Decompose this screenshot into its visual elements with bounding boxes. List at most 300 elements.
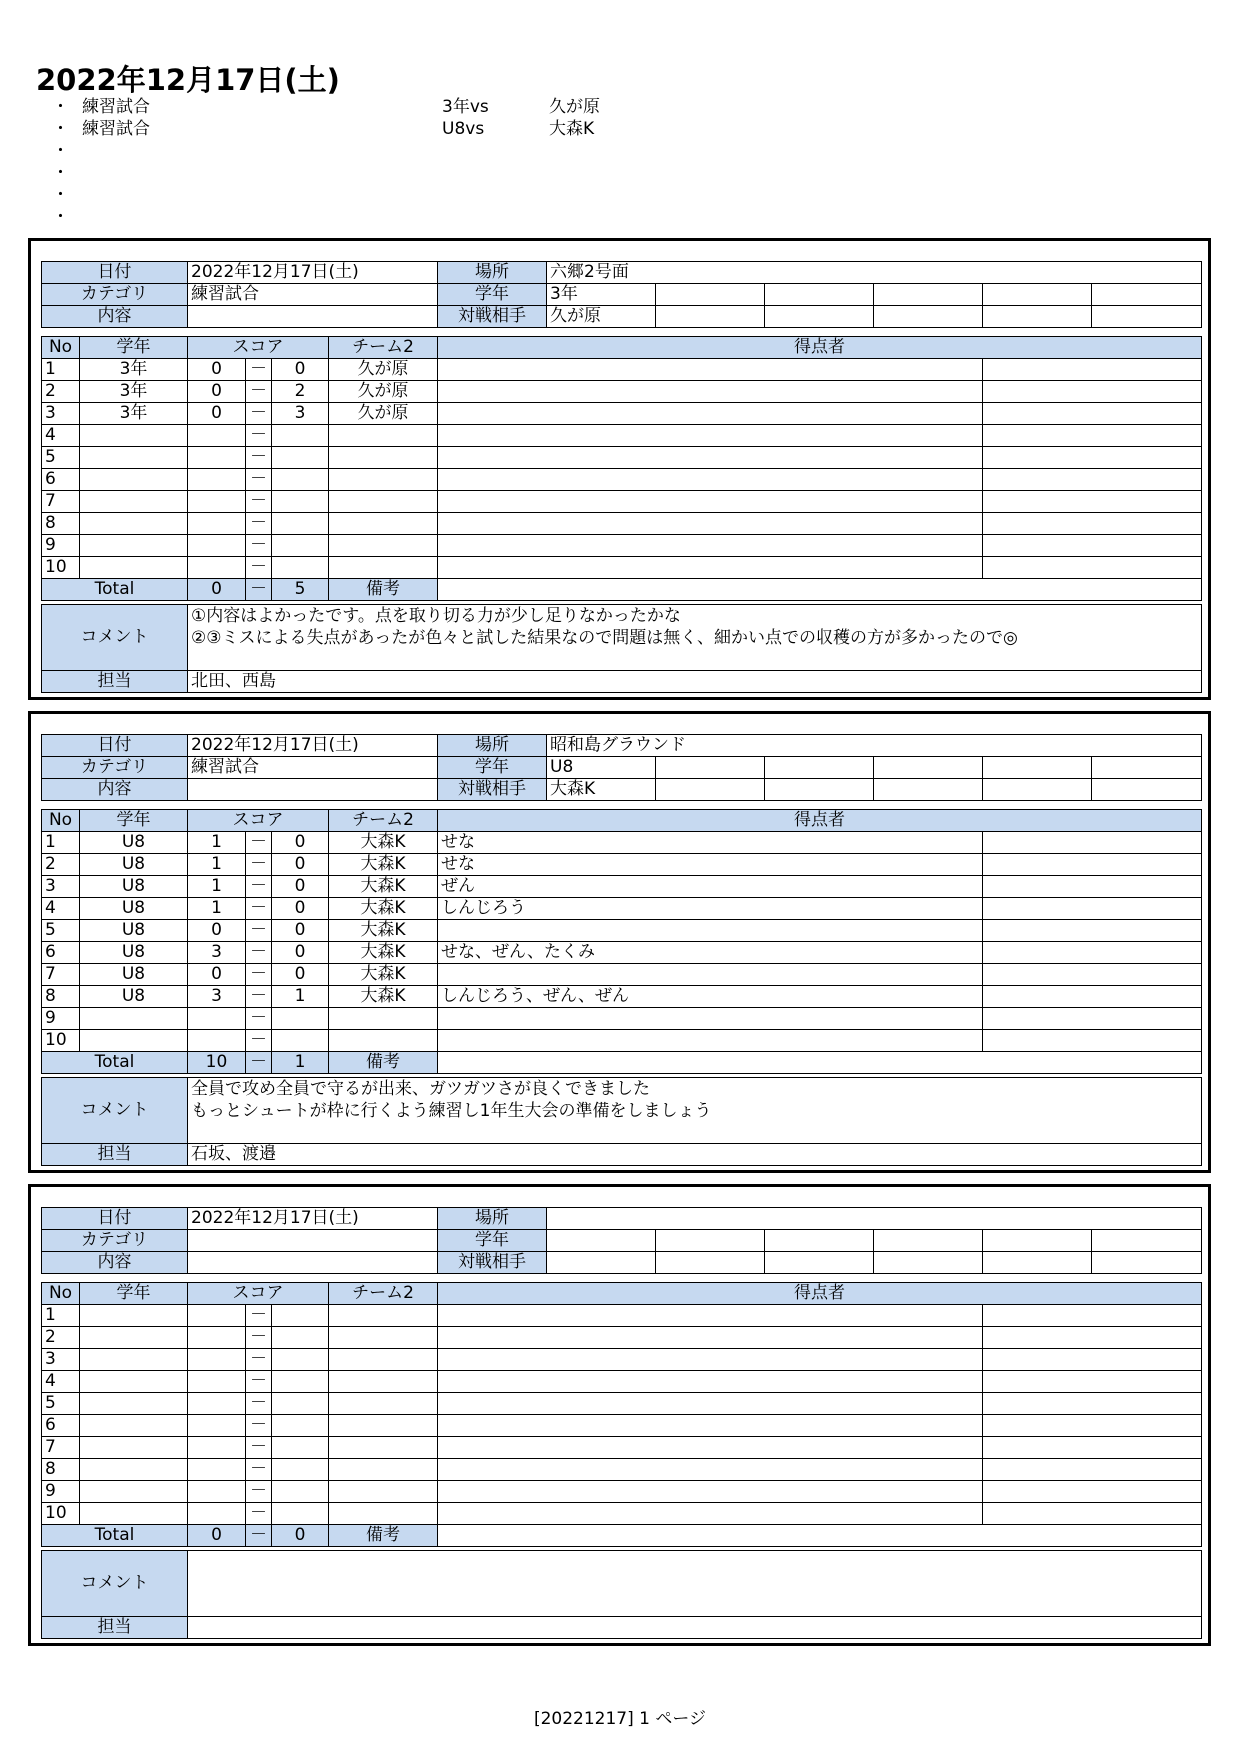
header-cell: 日付	[42, 262, 188, 284]
row-team2	[329, 1349, 438, 1371]
header-cell: 学年	[80, 337, 188, 359]
row-no: 4	[42, 898, 80, 920]
row-scorers	[438, 513, 983, 535]
row-team2	[329, 469, 438, 491]
score-dash: －	[246, 832, 272, 854]
header-cell: No	[42, 810, 80, 832]
table-row	[42, 1008, 1202, 1030]
row-grade: U8	[80, 942, 188, 964]
header-cell: 内容	[42, 306, 188, 328]
row-score-away: 0	[272, 854, 329, 876]
row-score-away	[272, 425, 329, 447]
row-team2	[329, 1008, 438, 1030]
row-team2: 大森K	[329, 876, 438, 898]
score-dash: －	[246, 359, 272, 381]
comment-table	[41, 1550, 1202, 1639]
row-grade	[80, 1459, 188, 1481]
score-dash: －	[246, 1052, 272, 1074]
row-score-away	[272, 491, 329, 513]
row-score-home	[188, 557, 246, 579]
row-score-home: 0	[188, 381, 246, 403]
row-team2: 大森K	[329, 832, 438, 854]
row-grade: 3年	[80, 359, 188, 381]
row-scorers: せな、ぜん、たくみ	[438, 942, 983, 964]
row-score-away	[272, 1503, 329, 1525]
row-team2	[329, 1393, 438, 1415]
total-row	[42, 579, 1202, 601]
staff-label: 担当	[42, 1144, 188, 1166]
row-scorers	[438, 1305, 983, 1327]
row-score-away	[272, 1030, 329, 1052]
row-score-away	[272, 535, 329, 557]
row-score-away: 0	[272, 920, 329, 942]
row-scorers	[438, 1327, 983, 1349]
total-home: 10	[188, 1052, 246, 1074]
row-score-home: 3	[188, 942, 246, 964]
row-grade	[80, 1371, 188, 1393]
row-score-away	[272, 1371, 329, 1393]
header-cell: 内容	[42, 1252, 188, 1274]
row-score-away	[272, 1008, 329, 1030]
score-dash: －	[246, 1008, 272, 1030]
score-dash: －	[246, 898, 272, 920]
category-value	[188, 1230, 438, 1252]
comment-line: ②③ミスによる失点があったが色々と試した結果なので問題は無く、細かい点での収穫の方が多かったので◎	[191, 628, 1018, 648]
summary-vs: U8vs	[442, 119, 485, 139]
row-scorers	[438, 491, 983, 513]
row-scorers	[438, 359, 983, 381]
table-row	[42, 876, 1202, 898]
row-grade	[80, 491, 188, 513]
row-no: 10	[42, 1503, 80, 1525]
row-score-away	[272, 1459, 329, 1481]
score-dash: －	[246, 1349, 272, 1371]
header-cell: 学年	[438, 757, 547, 779]
row-no: 7	[42, 491, 80, 513]
row-score-away: 2	[272, 381, 329, 403]
row-score-home	[188, 1481, 246, 1503]
score-dash: －	[246, 1371, 272, 1393]
comment-line: 全員で攻め全員で守るが出来、ガツガツさが良くできました	[191, 1079, 650, 1099]
row-scorers	[438, 1481, 983, 1503]
date-value: 2022年12月17日(土)	[188, 262, 438, 284]
row-scorers	[438, 1371, 983, 1393]
row-no: 2	[42, 854, 80, 876]
row-score-away: 0	[272, 898, 329, 920]
row-score-home	[188, 1393, 246, 1415]
row-score-home: 1	[188, 898, 246, 920]
row-score-home	[188, 513, 246, 535]
scorers-header: 得点者	[438, 337, 1202, 359]
summary-opponent: 久が原	[549, 97, 600, 117]
comment-label: コメント	[42, 1078, 188, 1144]
row-score-away	[272, 447, 329, 469]
score-dash: －	[246, 1327, 272, 1349]
table-row	[42, 513, 1202, 535]
row-scorers	[438, 403, 983, 425]
row-score-home	[188, 1503, 246, 1525]
row-team2	[329, 447, 438, 469]
score-dash: －	[246, 491, 272, 513]
score-dash: －	[246, 920, 272, 942]
row-team2: 久が原	[329, 381, 438, 403]
table-row	[42, 832, 1202, 854]
score-dash: －	[246, 513, 272, 535]
place-value: 昭和島グラウンド	[547, 735, 1202, 757]
row-score-away: 1	[272, 986, 329, 1008]
category-value: 練習試合	[188, 757, 438, 779]
table-row	[42, 381, 1202, 403]
row-score-home	[188, 1327, 246, 1349]
row-team2	[329, 535, 438, 557]
header-cell: チーム2	[329, 1283, 438, 1305]
score-dash: －	[246, 557, 272, 579]
total-row	[42, 1525, 1202, 1547]
score-dash: －	[246, 986, 272, 1008]
comment-line: もっとシュートが枠に行くよう練習し1年生大会の準備をしましょう	[191, 1101, 712, 1121]
table-row	[42, 1415, 1202, 1437]
row-grade	[80, 1415, 188, 1437]
row-score-away	[272, 1415, 329, 1437]
score-dash: －	[246, 403, 272, 425]
row-team2	[329, 1327, 438, 1349]
content-value	[188, 306, 438, 328]
header-cell: 学年	[438, 284, 547, 306]
score-dash: －	[246, 1393, 272, 1415]
header-cell: 対戦相手	[438, 306, 547, 328]
row-scorers	[438, 1415, 983, 1437]
category-value: 練習試合	[188, 284, 438, 306]
page-footer: [20221217] 1 ページ	[533, 1709, 707, 1729]
row-no: 5	[42, 447, 80, 469]
score-dash: －	[246, 1459, 272, 1481]
summary-vs: 3年vs	[442, 97, 489, 117]
row-no: 5	[42, 920, 80, 942]
row-score-away	[272, 1481, 329, 1503]
row-grade: U8	[80, 920, 188, 942]
comment-table	[41, 604, 1202, 693]
table-row	[42, 535, 1202, 557]
table-row	[42, 469, 1202, 491]
row-no: 9	[42, 1481, 80, 1503]
table-row	[42, 557, 1202, 579]
score-table	[41, 336, 1202, 601]
table-row	[42, 1393, 1202, 1415]
row-scorers	[438, 1393, 983, 1415]
row-scorers	[438, 1030, 983, 1052]
row-scorers	[438, 1008, 983, 1030]
table-row	[42, 1437, 1202, 1459]
table-row	[42, 986, 1202, 1008]
row-score-home	[188, 1371, 246, 1393]
header-cell: 対戦相手	[438, 1252, 547, 1274]
total-label: Total	[42, 1525, 188, 1547]
row-team2: 大森K	[329, 898, 438, 920]
scorers-header: 得点者	[438, 810, 1202, 832]
row-grade	[80, 1030, 188, 1052]
score-dash: －	[246, 1415, 272, 1437]
row-no: 2	[42, 1327, 80, 1349]
row-score-away: 3	[272, 403, 329, 425]
score-table	[41, 1282, 1202, 1547]
header-cell: 場所	[438, 735, 547, 757]
table-row	[42, 447, 1202, 469]
row-scorers	[438, 447, 983, 469]
row-no: 5	[42, 1393, 80, 1415]
row-grade	[80, 447, 188, 469]
row-team2: 大森K	[329, 854, 438, 876]
row-scorers	[438, 535, 983, 557]
header-cell: 場所	[438, 262, 547, 284]
row-grade: U8	[80, 876, 188, 898]
grade-value: U8	[547, 757, 656, 779]
table-row	[42, 403, 1202, 425]
score-dash: －	[246, 469, 272, 491]
score-dash: －	[246, 1525, 272, 1547]
row-grade	[80, 1481, 188, 1503]
row-no: 1	[42, 1305, 80, 1327]
row-score-home	[188, 1415, 246, 1437]
row-scorers	[438, 469, 983, 491]
row-score-home	[188, 1008, 246, 1030]
row-no: 4	[42, 1371, 80, 1393]
total-label: Total	[42, 1052, 188, 1074]
header-cell: 内容	[42, 779, 188, 801]
comment-text	[188, 1551, 1202, 1617]
table-row	[42, 1327, 1202, 1349]
row-score-away	[272, 469, 329, 491]
header-cell: 対戦相手	[438, 779, 547, 801]
score-dash: －	[246, 1437, 272, 1459]
bullet: ・	[52, 141, 69, 161]
header-cell: No	[42, 337, 80, 359]
row-team2: 久が原	[329, 359, 438, 381]
row-grade	[80, 469, 188, 491]
row-scorers: しんじろう、ぜん、ぜん	[438, 986, 983, 1008]
scorers-header: 得点者	[438, 1283, 1202, 1305]
row-scorers	[438, 1503, 983, 1525]
table-row	[42, 1459, 1202, 1481]
place-value	[547, 1208, 1202, 1230]
grade-value	[547, 1230, 656, 1252]
row-no: 3	[42, 876, 80, 898]
header-cell: カテゴリ	[42, 284, 188, 306]
row-scorers: ぜん	[438, 876, 983, 898]
row-score-home	[188, 1030, 246, 1052]
row-team2: 大森K	[329, 942, 438, 964]
header-cell: カテゴリ	[42, 1230, 188, 1252]
row-grade: U8	[80, 832, 188, 854]
row-no: 8	[42, 513, 80, 535]
row-score-away	[272, 1327, 329, 1349]
row-score-home: 3	[188, 986, 246, 1008]
content-value	[188, 1252, 438, 1274]
row-no: 10	[42, 557, 80, 579]
remarks-value	[438, 1052, 1202, 1074]
row-grade: U8	[80, 986, 188, 1008]
row-scorers: せな	[438, 854, 983, 876]
score-dash: －	[246, 942, 272, 964]
remarks-value	[438, 1525, 1202, 1547]
row-no: 10	[42, 1030, 80, 1052]
opponent-value: 大森K	[547, 779, 656, 801]
row-score-home: 0	[188, 359, 246, 381]
row-score-home: 0	[188, 403, 246, 425]
row-grade: 3年	[80, 381, 188, 403]
score-dash: －	[246, 425, 272, 447]
table-row	[42, 1030, 1202, 1052]
row-team2: 大森K	[329, 986, 438, 1008]
summary-category: 練習試合	[82, 119, 150, 139]
row-score-away	[272, 513, 329, 535]
row-score-away	[272, 557, 329, 579]
row-no: 8	[42, 1459, 80, 1481]
table-row	[42, 854, 1202, 876]
row-score-away: 0	[272, 964, 329, 986]
info-table	[41, 261, 1202, 328]
date-value: 2022年12月17日(土)	[188, 1208, 438, 1230]
table-row	[42, 1371, 1202, 1393]
row-team2	[329, 1481, 438, 1503]
row-score-home: 1	[188, 876, 246, 898]
table-row	[42, 425, 1202, 447]
table-row	[42, 898, 1202, 920]
row-score-home: 1	[188, 854, 246, 876]
row-score-home	[188, 425, 246, 447]
row-team2: 大森K	[329, 964, 438, 986]
row-score-home	[188, 447, 246, 469]
row-grade	[80, 557, 188, 579]
row-score-away	[272, 1437, 329, 1459]
date-value: 2022年12月17日(土)	[188, 735, 438, 757]
header-cell: 学年	[80, 810, 188, 832]
total-away: 0	[272, 1525, 329, 1547]
row-no: 1	[42, 832, 80, 854]
row-grade	[80, 1437, 188, 1459]
table-row	[42, 1305, 1202, 1327]
row-no: 7	[42, 1437, 80, 1459]
score-header: スコア	[188, 337, 329, 359]
score-dash: －	[246, 535, 272, 557]
opponent-value: 久が原	[547, 306, 656, 328]
header-cell: 場所	[438, 1208, 547, 1230]
row-grade: U8	[80, 964, 188, 986]
row-no: 3	[42, 1349, 80, 1371]
row-no: 7	[42, 964, 80, 986]
score-dash: －	[246, 1481, 272, 1503]
bullet: ・	[52, 97, 69, 117]
row-score-home	[188, 1459, 246, 1481]
row-score-home	[188, 469, 246, 491]
row-team2	[329, 425, 438, 447]
total-row	[42, 1052, 1202, 1074]
match-report-block	[28, 711, 1211, 1173]
info-table	[41, 734, 1202, 801]
table-row	[42, 942, 1202, 964]
place-value: 六郷2号面	[547, 262, 1202, 284]
page-title: 2022年12月17日(土)	[36, 63, 340, 97]
row-team2	[329, 1459, 438, 1481]
comment-label: コメント	[42, 1551, 188, 1617]
score-dash: －	[246, 854, 272, 876]
row-grade: U8	[80, 898, 188, 920]
row-score-away	[272, 1393, 329, 1415]
total-home: 0	[188, 1525, 246, 1547]
row-no: 4	[42, 425, 80, 447]
row-score-away: 0	[272, 876, 329, 898]
table-row	[42, 1349, 1202, 1371]
row-scorers	[438, 920, 983, 942]
header-cell: 学年	[438, 1230, 547, 1252]
row-grade	[80, 535, 188, 557]
row-grade	[80, 1305, 188, 1327]
row-scorers: せな	[438, 832, 983, 854]
remarks-value	[438, 579, 1202, 601]
row-score-home	[188, 1437, 246, 1459]
row-no: 9	[42, 1008, 80, 1030]
comment-text	[188, 605, 1202, 671]
row-scorers	[438, 381, 983, 403]
score-dash: －	[246, 1503, 272, 1525]
comment-line: ①内容はよかったです。点を取り切る力が少し足りなかったかな	[191, 606, 681, 626]
row-team2: 大森K	[329, 920, 438, 942]
summary-category: 練習試合	[82, 97, 150, 117]
table-row	[42, 359, 1202, 381]
comment-text	[188, 1078, 1202, 1144]
header-cell: 日付	[42, 1208, 188, 1230]
staff-value: 石坂、渡邉	[188, 1144, 1202, 1166]
total-home: 0	[188, 579, 246, 601]
row-score-home	[188, 491, 246, 513]
row-team2	[329, 491, 438, 513]
header-cell: 日付	[42, 735, 188, 757]
table-row	[42, 1503, 1202, 1525]
row-score-away: 0	[272, 942, 329, 964]
score-header: スコア	[188, 1283, 329, 1305]
comment-label: コメント	[42, 605, 188, 671]
row-no: 6	[42, 942, 80, 964]
opponent-value	[547, 1252, 656, 1274]
row-scorers	[438, 964, 983, 986]
row-grade: 3年	[80, 403, 188, 425]
row-team2: 久が原	[329, 403, 438, 425]
row-grade: U8	[80, 854, 188, 876]
row-no: 3	[42, 403, 80, 425]
header-cell: 学年	[80, 1283, 188, 1305]
content-value	[188, 779, 438, 801]
row-team2	[329, 1305, 438, 1327]
row-grade	[80, 1008, 188, 1030]
row-no: 1	[42, 359, 80, 381]
score-dash: －	[246, 381, 272, 403]
comment-table	[41, 1077, 1202, 1166]
row-scorers	[438, 425, 983, 447]
row-team2	[329, 513, 438, 535]
header-cell: チーム2	[329, 810, 438, 832]
row-team2	[329, 1371, 438, 1393]
staff-label: 担当	[42, 671, 188, 693]
row-scorers: しんじろう	[438, 898, 983, 920]
row-score-home: 0	[188, 920, 246, 942]
match-report-block	[28, 238, 1211, 700]
remarks-label: 備考	[329, 579, 438, 601]
score-dash: －	[246, 579, 272, 601]
row-team2	[329, 1503, 438, 1525]
row-scorers	[438, 557, 983, 579]
score-dash: －	[246, 447, 272, 469]
row-team2	[329, 1437, 438, 1459]
row-score-home	[188, 1305, 246, 1327]
